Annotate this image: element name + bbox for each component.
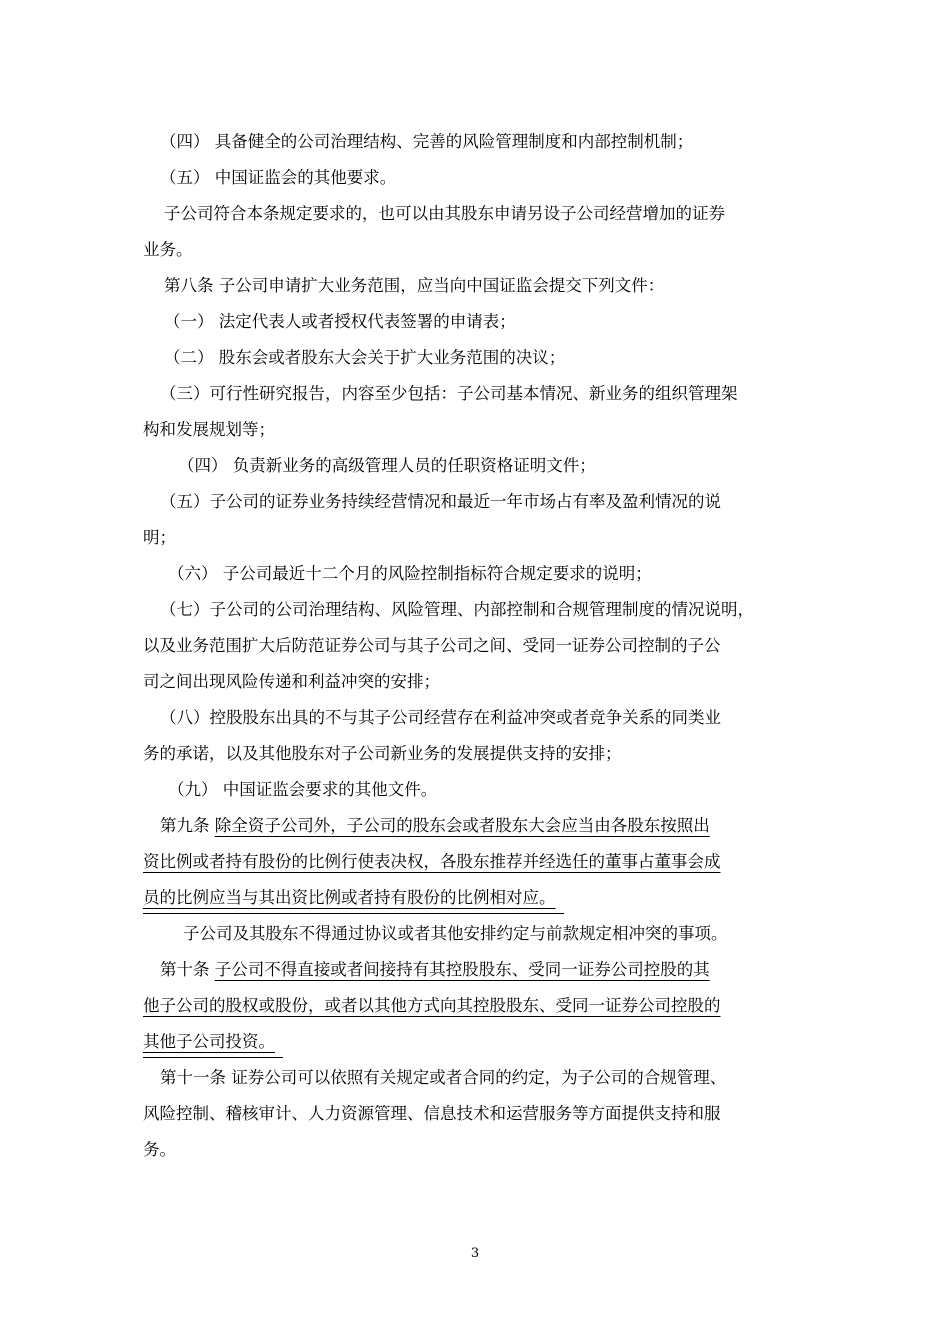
line-text: 业务。 [143, 240, 193, 259]
text-line [0, 700, 950, 736]
text-line [0, 1024, 950, 1060]
line-text: （五） 中国证监会的其他要求。 [160, 168, 397, 187]
text-line [0, 772, 950, 808]
text-line [0, 916, 950, 952]
text-line [0, 448, 950, 484]
line-text: 第九条 [160, 816, 215, 835]
document-body [0, 124, 950, 1168]
line-text: 子公司及其股东不得通过协议或者其他安排约定与前款规定相冲突的事项。 [183, 924, 728, 943]
line-text: 司之间出现风险传递和利益冲突的安排； [143, 672, 440, 691]
line-text: （七）子公司的公司治理结构、风险管理、内部控制和合规管理制度的情况说明， [160, 600, 754, 619]
line-text: （二） 股东会或者股东大会关于扩大业务范围的决议； [164, 348, 566, 367]
text-line [0, 160, 950, 196]
text-line [0, 196, 950, 232]
line-text: 务的承诺，以及其他股东对子公司新业务的发展提供支持的安排； [143, 744, 622, 763]
line-text: 第十条 [160, 960, 215, 979]
text-line [0, 124, 950, 160]
text-line [0, 592, 950, 628]
text-line [0, 304, 950, 340]
line-text: 构和发展规划等； [143, 420, 275, 439]
underlined-text: 其他子公司投资。 [143, 1027, 283, 1058]
line-text: （一） 法定代表人或者授权代表签署的申请表； [164, 312, 516, 331]
text-line [0, 484, 950, 520]
line-text: （五）子公司的证券业务持续经营情况和最近一年市场占有率及盈利情况的说 [160, 492, 721, 511]
line-text: 第十一条 证券公司可以依照有关规定或者合同的约定，为子公司的合规管理、 [160, 1068, 727, 1087]
line-text: （四） 负责新业务的高级管理人员的任职资格证明文件； [178, 456, 596, 475]
text-line [0, 988, 950, 1024]
text-line [0, 1096, 950, 1132]
text-line [0, 808, 950, 844]
text-line [0, 232, 950, 268]
line-text: 风险控制、稽核审计、人力资源管理、信息技术和运营服务等方面提供支持和服 [143, 1104, 721, 1123]
text-line [0, 376, 950, 412]
line-text: （三）可行性研究报告，内容至少包括：子公司基本情况、新业务的组织管理架 [160, 384, 738, 403]
line-text: （八）控股股东出具的不与其子公司经营存在利益冲突或者竞争关系的同类业 [160, 708, 721, 727]
text-line [0, 628, 950, 664]
text-line [0, 412, 950, 448]
text-line [0, 520, 950, 556]
page-number: 3 [470, 1246, 480, 1261]
underlined-text: 子公司不得直接或者间接持有其控股股东、受同一证券公司控股的其 [214, 960, 710, 979]
line-text: （四） 具备健全的公司治理结构、完善的风险管理制度和内部控制机制； [160, 132, 694, 151]
line-text: （九） 中国证监会要求的其他文件。 [168, 780, 438, 799]
line-text: 务。 [143, 1140, 176, 1159]
line-text: 明； [143, 528, 176, 547]
text-line [0, 952, 950, 988]
text-line [0, 1060, 950, 1096]
text-line [0, 664, 950, 700]
text-line [0, 556, 950, 592]
text-line [0, 736, 950, 772]
underlined-text: 员的比例应当与其出资比例或者持有股份的比例相对应。 [143, 883, 564, 914]
line-text: 第八条 子公司申请扩大业务范围，应当向中国证监会提交下列文件： [164, 276, 665, 295]
underlined-text: 资比例或者持有股份的比例行使表决权，各股东推荐并经选任的董事占董事会成 [143, 852, 721, 871]
text-line [0, 880, 950, 916]
underlined-text: 他子公司的股权或股份，或者以其他方式向其控股股东、受同一证券公司控股的 [143, 996, 721, 1015]
text-line [0, 1132, 950, 1168]
underlined-text: 除全资子公司外，子公司的股东会或者股东大会应当由各股东按照出 [214, 816, 710, 835]
text-line [0, 340, 950, 376]
line-text: 子公司符合本条规定要求的，也可以由其股东申请另设子公司经营增加的证券 [164, 204, 725, 223]
text-line [0, 844, 950, 880]
line-text: 以及业务范围扩大后防范证券公司与其子公司之间、受同一证券公司控制的子公 [143, 636, 721, 655]
line-text: （六） 子公司最近十二个月的风险控制指标符合规定要求的说明； [168, 564, 652, 583]
text-line [0, 268, 950, 304]
